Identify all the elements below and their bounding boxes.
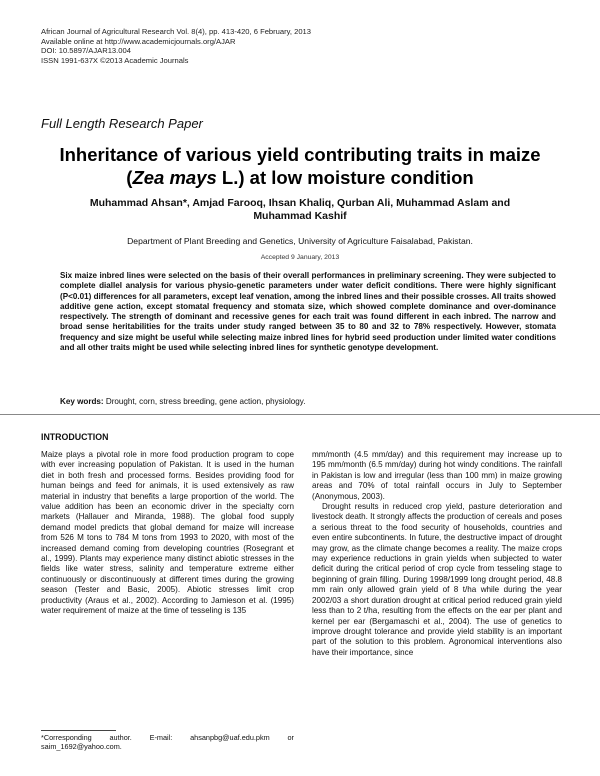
introduction-heading: INTRODUCTION — [41, 432, 109, 442]
body-column-left — [41, 450, 294, 617]
paper-type: Full Length Research Paper — [41, 116, 203, 131]
title-paren: ( — [126, 167, 133, 188]
intro-paragraph-1-continued: mm/month (4.5 mm/day) and this requirement may increase up to 195 mm/month (6.5 mm/day) during hot windy conditions. The rainfall in Pakistan is low and irregular (less than 100 mm) in maize growing areas and 70% of total rainfall occurs in July to September (Anonymous, 2003). — [312, 450, 562, 501]
journal-url[interactable]: Available online at http://www.academicjournals.org/AJAR — [41, 36, 236, 46]
abstract: Six maize inbred lines were selected on the basis of their overall performances in preliminary screening. They were subjected to complete diallel analysis for various physio-genetic parameters under water deficit conditions. There were highly significant (P<0.01) differences for all parameters, except leaf venation, among the inbred lines and their possible crosses. All traits showed additive gene action, except stomatal frequency and stomata size, which showed complete dominance and over-dominance respectively. The strength of dominant and recessive genes for each trait was found different in each inbred. The narrow and broad sense heritabilities for the traits under study ranged between 35 to 80 and 32 to 78% respectively. However, stomata frequency and size might be useful while selecting maize inbred lines for hybrid seed production under limited water conditions and all other traits might be used while selecting inbred lines for synthetic genotype development. — [60, 271, 556, 353]
body-column-right — [312, 450, 562, 658]
journal-header — [41, 27, 311, 65]
title-part1: Inheritance of various yield contributing traits in maize — [59, 144, 541, 165]
keywords — [60, 397, 556, 406]
title-part2: L.) at low moisture condition — [216, 167, 474, 188]
authors-line2: Muhammad Kashif — [253, 210, 347, 222]
title-species: Zea mays — [132, 167, 217, 188]
corresponding-author-footnote: *Corresponding author. E-mail: ahsanpbg@uaf.edu.pkm or saim_1692@yahoo.com. — [41, 733, 294, 752]
author-list — [40, 197, 560, 223]
affiliation: Department of Plant Breeding and Genetics, University of Agriculture Faisalabad, Pakistan. — [127, 236, 473, 246]
intro-paragraph-2: Drought results in reduced crop yield, pasture deterioration and livestock death. It strongly affects the production of cereals and poses a serious threat to the food security of households, countries and even entire subcontinents. In future, the destructive impact of drought may grow, as the climate change becomes a reality. The maize crops may experience reductions in grain yields when subjected to water deficit during the critical period of crop cycle from tesseling stage to beginning of grain filling. During 1998/1999 long drought period, 48.8 mm rain only allowed grain yield of 8 t/ha while during the year 2002/03 a short duration drought at critical period reduced grain yield less than to 2 t/ha, resulting from the effects on the ear per plant and kernel per ear (Bergamaschi et al., 2004). The use of genetics to improve drought tolerance and provide yield stability is an important part of the solution to this problem. Agronomical interventions also have their importance, since — [312, 502, 562, 657]
section-divider — [0, 414, 600, 415]
paper-title — [30, 143, 570, 189]
journal-citation: African Journal of Agricultural Research Vol. 8(4), pp. 413-420, 6 February, 2013 — [41, 27, 312, 36]
journal-doi: DOI: 10.5897/AJAR13.004 — [41, 46, 131, 56]
accepted-date: Accepted 9 January, 2013 — [260, 254, 340, 261]
intro-paragraph-1: Maize plays a pivotal role in more food production program to cope with ever increasing population of Pakistan. It is used in the human diet in both fresh and processed forms. Besides providing food for human beings and feed for animals, it is used extensively as raw material in industry that benefits a large proportion of the world. The value addition has been an economic driver in the specialty corn markets (Hallauer and Miranda, 1988). The global food supply demand model predicts that global demand for maize will increase from 526 M tons to 784 M tons from 1993 to 2020, with most of the increased demand coming from developing countries (Rosegrant et al., 1999). Plants may experience many distinct abiotic stresses in the fields like water stress, salinity and temperature extreme either continuously or discontinuously at different times during the growing season (Tester and Basic, 2005). Abiotic stresses limit crop productivity (Araus et al., 2002). According to Jamieson et al. (1995) water requirement of maize at the time of tesseling is 135 — [41, 450, 294, 616]
journal-issn: ISSN 1991-637X ©2013 Academic Journals — [41, 55, 189, 65]
keywords-text: Drought, corn, stress breeding, gene action, physiology. — [103, 397, 306, 406]
keywords-label: Key words: — [60, 397, 104, 406]
authors-line1: Muhammad Ahsan*, Amjad Farooq, Ihsan Khaliq, Qurban Ali, Muhammad Aslam and — [89, 197, 511, 209]
footnote-divider — [41, 730, 116, 731]
